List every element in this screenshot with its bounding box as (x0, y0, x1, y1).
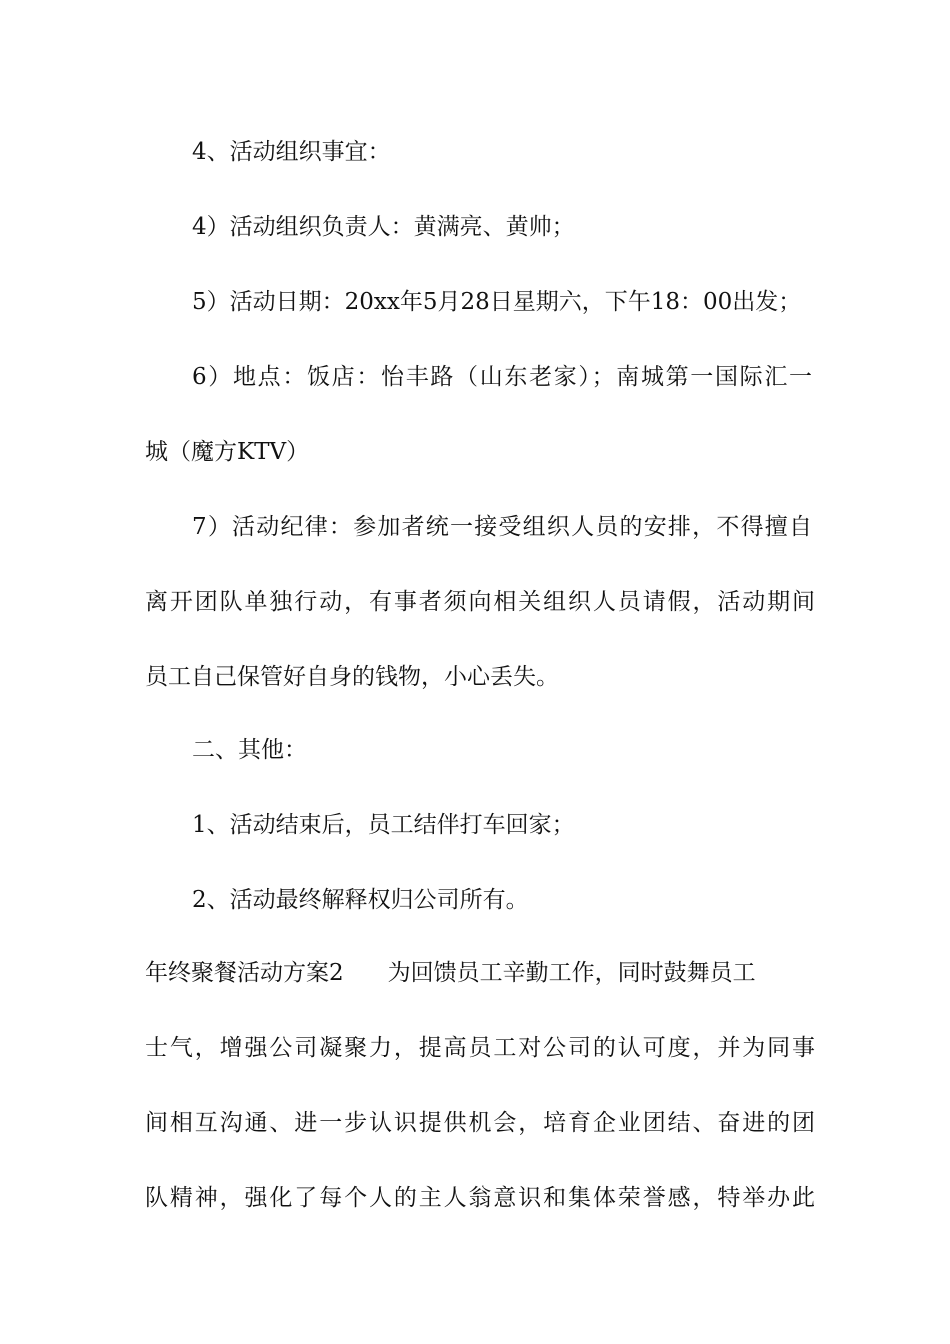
paragraph-line: 2、活动最终解释权归公司所有。 (192, 887, 529, 913)
paragraph-line: 1、活动结束后，员工结伴打车回家； (192, 812, 575, 838)
paragraph-line: 员工自己保管好自身的钱物，小心丢失。 (145, 664, 559, 690)
paragraph-line: 4、活动组织事宜： (192, 139, 391, 165)
paragraph-line: 离开团队单独行动，有事者须向相关组织人员请假，活动期间 (145, 589, 815, 615)
section-heading: 二、其他： (192, 737, 307, 763)
section-title: 年终聚餐活动方案2 (145, 960, 344, 986)
paragraph-line: 队精神，强化了每个人的主人翁意识和集体荣誉感，特举办此 (145, 1185, 815, 1211)
paragraph-line: 士气，增强公司凝聚力，提高员工对公司的认可度，并为同事 (145, 1035, 815, 1061)
paragraph-line: 为回馈员工辛勤工作，同时鼓舞员工 (387, 960, 756, 986)
paragraph-line: 6）地点：饭店：怡丰路（山东老家）；南城第一国际汇一 (192, 364, 812, 390)
paragraph-line: 4）活动组织负责人：黄满亮、黄帅； (192, 214, 575, 240)
section-title-line (145, 958, 815, 988)
paragraph-line: 5）活动日期：20xx年5月28日星期六，下午18：00出发； (192, 289, 802, 315)
paragraph-line: 间相互沟通、进一步认识提供机会，培育企业团结、奋进的团 (145, 1110, 815, 1136)
paragraph-line: 城（魔方KTV） (145, 439, 310, 465)
paragraph-line: 7）活动纪律：参加者统一接受组织人员的安排，不得擅自 (192, 514, 812, 540)
